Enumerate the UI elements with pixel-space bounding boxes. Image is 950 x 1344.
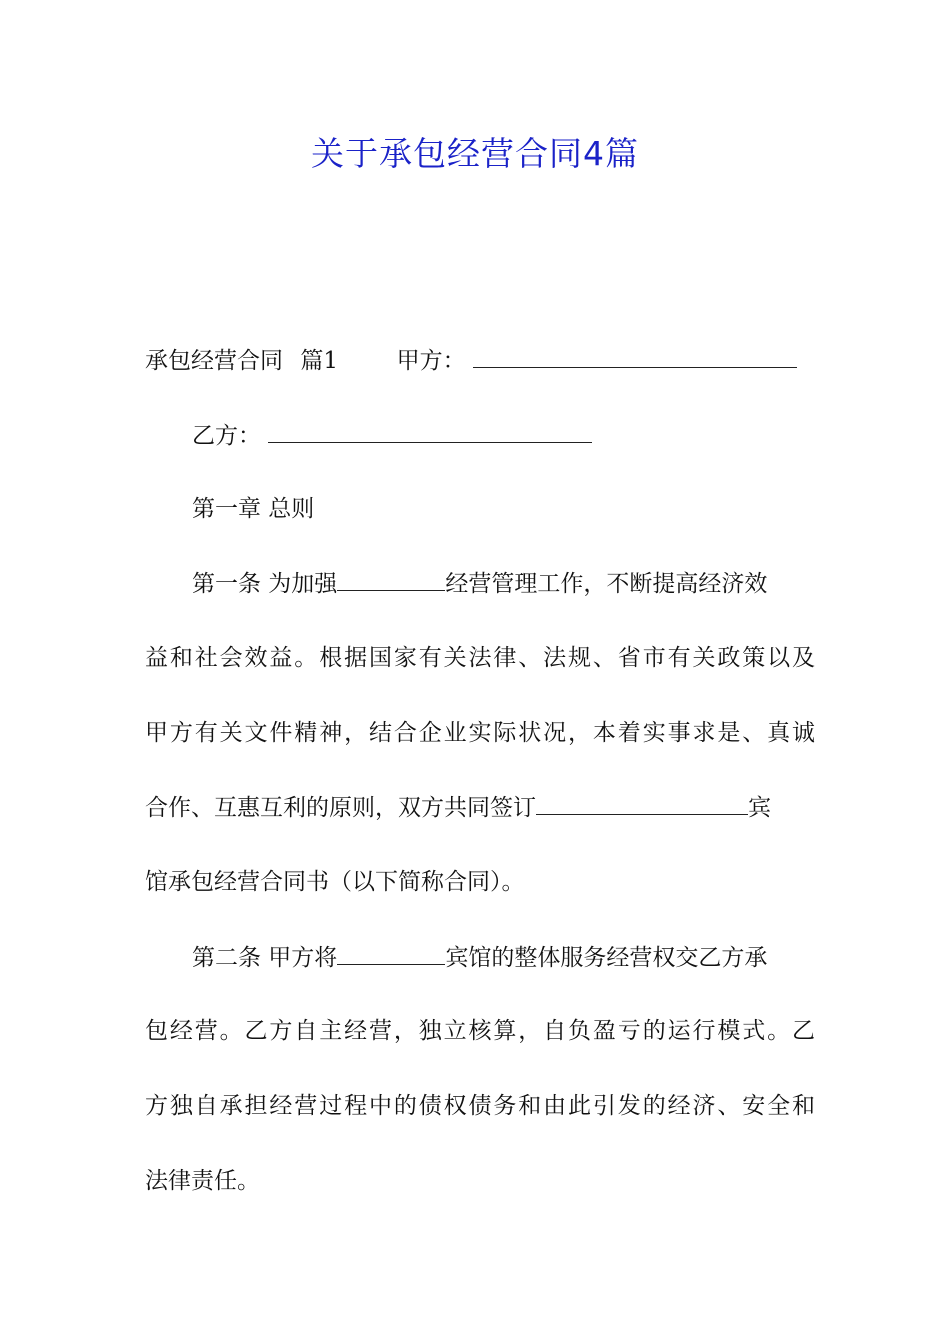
chapter-heading-text: 第一章 总则: [192, 496, 315, 522]
article-one-text: 合作、互惠互利的原则，双方共同签订: [145, 795, 536, 821]
document-title: 关于承包经营合同4篇: [311, 134, 639, 173]
section-number: 篇1: [300, 348, 338, 374]
chapter-heading: [145, 494, 862, 524]
article-one-blank-2: [536, 792, 748, 815]
article-one-blank-1: [337, 568, 445, 591]
party-b-line: [145, 420, 862, 451]
party-a-label: 甲方：: [396, 348, 466, 374]
article-two-line-1: [145, 942, 815, 973]
article-two-text: 第二条 甲方将: [192, 945, 338, 971]
article-one-line-2: 益和社会效益。根据国家有关法律、法规、省市有关政策以及: [145, 645, 815, 671]
article-two-line-4: 法律责任。: [145, 1168, 260, 1194]
article-two-text: 宾馆的整体服务经营权交乙方承: [445, 945, 768, 971]
article-one-line-4: [145, 792, 815, 823]
article-one-text: 经营管理工作，不断提高经济效: [445, 571, 768, 597]
article-one-text: 第一条 为加强: [192, 571, 338, 597]
section-heading-line: [145, 345, 815, 376]
article-two-blank-1: [337, 942, 445, 965]
article-one-line-3: 甲方有关文件精神，结合企业实际状况，本着实事求是、真诚: [145, 720, 815, 746]
article-one-line-5: 馆承包经营合同书（以下简称合同）。: [145, 869, 525, 895]
article-two-line-3: 方独自承担经营过程中的债权债务和由此引发的经济、安全和: [145, 1093, 815, 1119]
article-two-line-2: 包经营。乙方自主经营，独立核算，自负盈亏的运行模式。乙: [145, 1018, 815, 1044]
party-a-blank: [473, 345, 797, 368]
article-one-line-1: [145, 568, 815, 599]
article-one-text: 宾: [748, 795, 771, 821]
section-heading: 承包经营合同: [145, 348, 283, 374]
party-b-blank: [268, 420, 592, 443]
party-b-label: 乙方：: [192, 423, 261, 449]
